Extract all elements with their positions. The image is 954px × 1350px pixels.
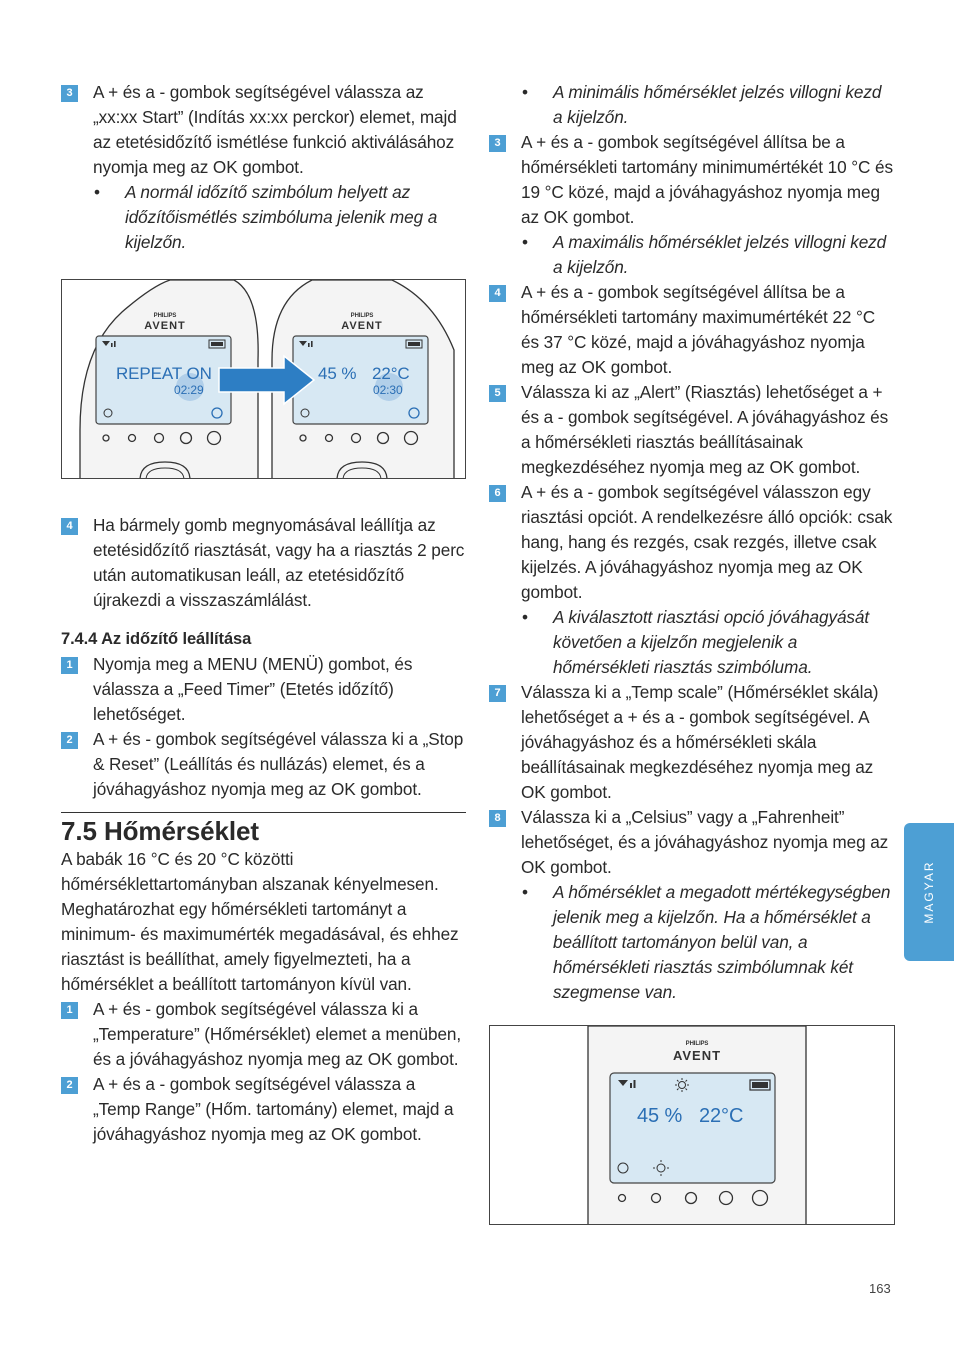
- step-text: Válassza ki az „Alert” (Riasztás) lehetőséget a + és a - gombok segítségével. A jóváhagyáshoz és a hőmérsékleti riasztás beállításainak megkezdéséhez nyomja meg az OK gombot.: [521, 382, 889, 477]
- step-text: A + és a - gombok segítségével állítsa be a hőmérsékleti tartomány minimumértékét 10 °C és 19 °C közé, majd a jóváhagyáshoz nyomja meg az OK gombot.: [521, 132, 893, 227]
- min-temp-bullet: [489, 80, 895, 130]
- step-number: 4: [489, 285, 506, 302]
- step-3-feed-timer-repeat: [61, 80, 466, 180]
- logo-text: AVENT: [144, 320, 186, 332]
- step-text: A + és - gombok segítségével válassza ki a „Stop & Reset” (Leállítás és nullázás) elemet, és a jóváhagyáshoz nyomja meg az OK gombot.: [93, 729, 464, 799]
- step-number: 1: [61, 1002, 78, 1019]
- right-step-5: [489, 380, 895, 480]
- right-step-8-bullet: [489, 880, 895, 1005]
- step-number: 3: [489, 135, 506, 152]
- side-tab-label: MAGYAR: [922, 860, 936, 924]
- step-text: Nyomja meg a MENU (MENÜ) gombot, és válassza a „Feed Timer” (Etetés időzítő) lehetőséget.: [93, 654, 413, 724]
- step-number: 2: [61, 732, 78, 749]
- lcd-temperature-text: 22°C: [699, 1105, 744, 1127]
- right-step-6-bullet: [489, 605, 895, 680]
- lcd-temperature-text: 22°C: [372, 364, 410, 383]
- step-number: 6: [489, 485, 506, 502]
- right-step-6: [489, 480, 895, 605]
- right-step-3-bullet: [489, 230, 895, 280]
- step-number: 3: [61, 85, 78, 102]
- figure-temperature-display: [489, 1025, 895, 1225]
- subsection-title: 7.4.4 Az időzítő leállítása: [61, 630, 252, 648]
- bullet-text: A minimális hőmérséklet jelzés villogni kezd a kijelzőn.: [553, 82, 882, 127]
- brand-text: PHILIPS: [153, 313, 177, 319]
- bullet-text: A normál időzítő szimbólum helyett az időzítőismétlés szimbóluma jelenik meg a kijelzőn.: [125, 182, 438, 252]
- stop-step-2: [61, 727, 466, 802]
- step-text: A + és a - gombok segítségével válasszon egy riasztási opciót. A rendelkezésre álló opciók: csak hang, hang és rezgés, csak rezgés, illetve csak kijelzés. A jóváhagyáshoz nyomja meg az OK gombot.: [521, 482, 893, 602]
- step-number: 7: [489, 685, 506, 702]
- bullet-text: A hőmérséklet a megadott mértékegységben jelenik meg a kijelzőn. Ha a hőmérséklet a beállított tartományon belül van, a hőmérsékleti riasztás szimbólumnak két szegmense van.: [553, 882, 891, 1002]
- logo-text: AVENT: [341, 320, 383, 332]
- figure-temperature-svg: [490, 1026, 895, 1225]
- step-text: A + és a - gombok segítségével válassza a „Temp Range” (Hőm. tartomány) elemet, majd a jóváhagyáshoz nyomja meg az OK gombot.: [93, 1074, 454, 1144]
- right-step-3: [489, 130, 895, 230]
- lcd-time-text: 02:29: [174, 383, 204, 397]
- step-number: 4: [61, 518, 78, 535]
- step-text: Válassza ki a „Temp scale” (Hőmérséklet skála) lehetőséget a + és a - gombok segítségével. A jóváhagyáshoz és a hőmérsékleti skála beállításainak megkezdéséhez nyomja meg az OK gombot.: [521, 682, 879, 802]
- step-number: 1: [61, 657, 78, 674]
- section-title: 7.5 Hőmérséklet: [61, 812, 466, 847]
- step-3-result-bullet: [61, 180, 466, 255]
- step-number: 8: [489, 810, 506, 827]
- bullet-text: A maximális hőmérséklet jelzés villogni kezd a kijelzőn.: [553, 232, 887, 277]
- bullet-text: A kiválasztott riasztási opció jóváhagyását követően a kijelzőn megjelenik a hőmérsékleti riasztás szimbóluma.: [553, 607, 870, 677]
- step-number: 2: [61, 1077, 78, 1094]
- left-column: [61, 80, 466, 1147]
- right-column: [489, 80, 895, 1225]
- step-number: 5: [489, 385, 506, 402]
- brand-text: PHILIPS: [685, 1041, 709, 1047]
- figure-repeat-svg: [62, 280, 466, 479]
- logo-text: AVENT: [672, 1048, 722, 1063]
- step-4-alarm-stop: [61, 513, 466, 613]
- right-step-4: [489, 280, 895, 380]
- temp-step-1: [61, 997, 466, 1072]
- brand-text: PHILIPS: [350, 313, 374, 319]
- step-text: A + és - gombok segítségével válassza ki a „Temperature” (Hőmérséklet) elemet a menüben, és a jóváhagyáshoz nyomja meg az OK gombot.: [93, 999, 462, 1069]
- right-step-7: [489, 680, 895, 805]
- lcd-humidity-text: 45 %: [637, 1105, 683, 1127]
- temp-step-2: [61, 1072, 466, 1147]
- step-text: Ha bármely gomb megnyomásával leállítja az etetésidőzítő riasztását, vagy ha a riasztás 2 perc után automatikusan leáll, az etetésidőzítő újrakezdi a visszaszámlálást.: [93, 515, 465, 610]
- right-step-8: [489, 805, 895, 880]
- language-side-tab: [904, 823, 954, 961]
- section-intro: A babák 16 °C és 20 °C közötti hőmérséklettartományban alszanak kényelmesen. Meghatározhat egy hőmérsékleti tartományt a minimum- és maximumérték megadásával, és ehhez riasztást is beállíthat, amely figyelmezteti, ha a hőmérséklet a beállított tartományon kívül van.: [61, 849, 459, 994]
- page-number: 163: [869, 1281, 891, 1296]
- lcd-humidity-text: 45 %: [318, 364, 357, 383]
- figure-repeat-display: [61, 279, 466, 479]
- step-text: Válassza ki a „Celsius” vagy a „Fahrenheit” lehetőséget, és a jóváhagyáshoz nyomja meg az OK gombot.: [521, 807, 889, 877]
- stop-step-1: [61, 652, 466, 727]
- lcd-time-text: 02:30: [373, 383, 403, 397]
- step-text: A + és a - gombok segítségével állítsa be a hőmérsékleti tartomány maximumértékét 22 °C és 37 °C közé, majd a jóváhagyáshoz nyomja meg az OK gombot.: [521, 282, 876, 377]
- step-text: A + és a - gombok segítségével válassza az „xx:xx Start” (Indítás xx:xx perckor) elemet, majd az etetésidőzítő ismétlése funkció aktiválásához nyomja meg az OK gombot.: [93, 82, 457, 177]
- lcd-repeat-text: REPEAT ON: [116, 364, 212, 383]
